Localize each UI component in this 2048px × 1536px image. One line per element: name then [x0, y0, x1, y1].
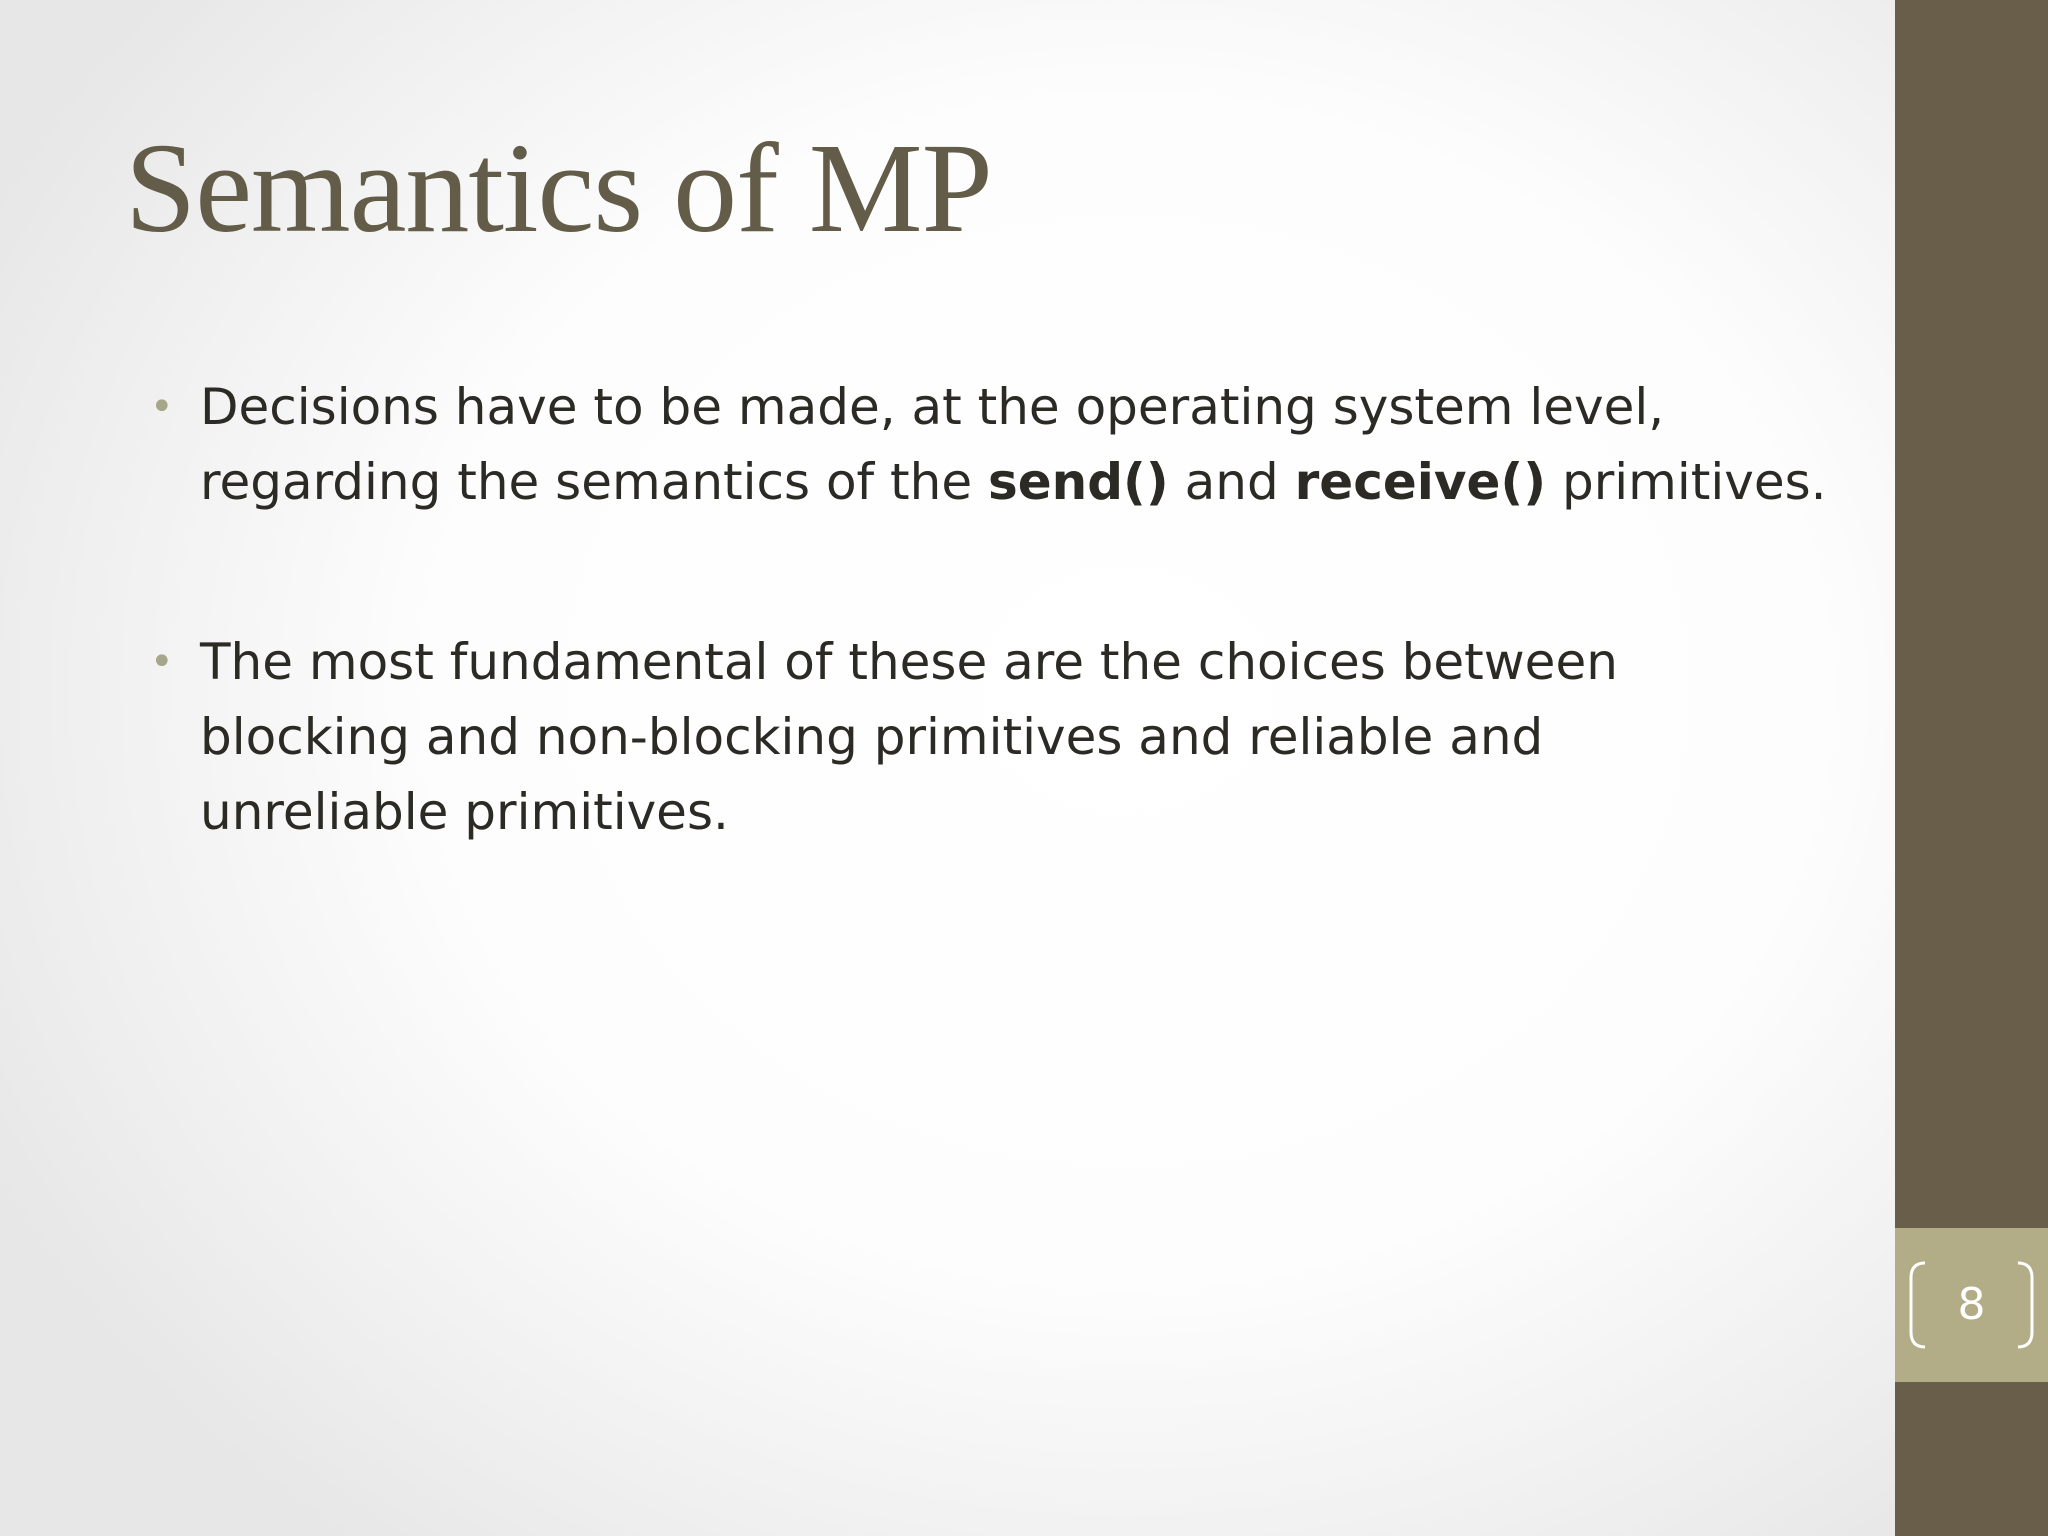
receive-keyword: receive()	[1294, 453, 1547, 511]
bullet-marker: •	[150, 384, 174, 430]
page-number: 8	[1957, 1279, 1986, 1330]
bullet-list	[150, 370, 1850, 955]
bullet-item-decisions	[150, 370, 1850, 520]
bullet-line: unreliable primitives.	[200, 783, 729, 841]
bullet-line: blocking and non-blocking primitives and reliable and	[200, 708, 1544, 766]
page-number-box	[1895, 1228, 2048, 1382]
bullet-line: Decisions have to be made, at the operating system level,	[200, 378, 1665, 436]
send-keyword: send()	[988, 453, 1169, 511]
bullet-marker: •	[150, 639, 174, 685]
slide-title: Semantics of MP	[125, 117, 992, 259]
bullet-line: The most fundamental of these are the choices between	[200, 633, 1618, 691]
bullet-text: and	[1168, 453, 1295, 511]
bullet-text: primitives.	[1546, 453, 1827, 511]
bullet-text: regarding the semantics of the	[200, 453, 988, 511]
bullet-item-fundamental	[150, 625, 1850, 850]
